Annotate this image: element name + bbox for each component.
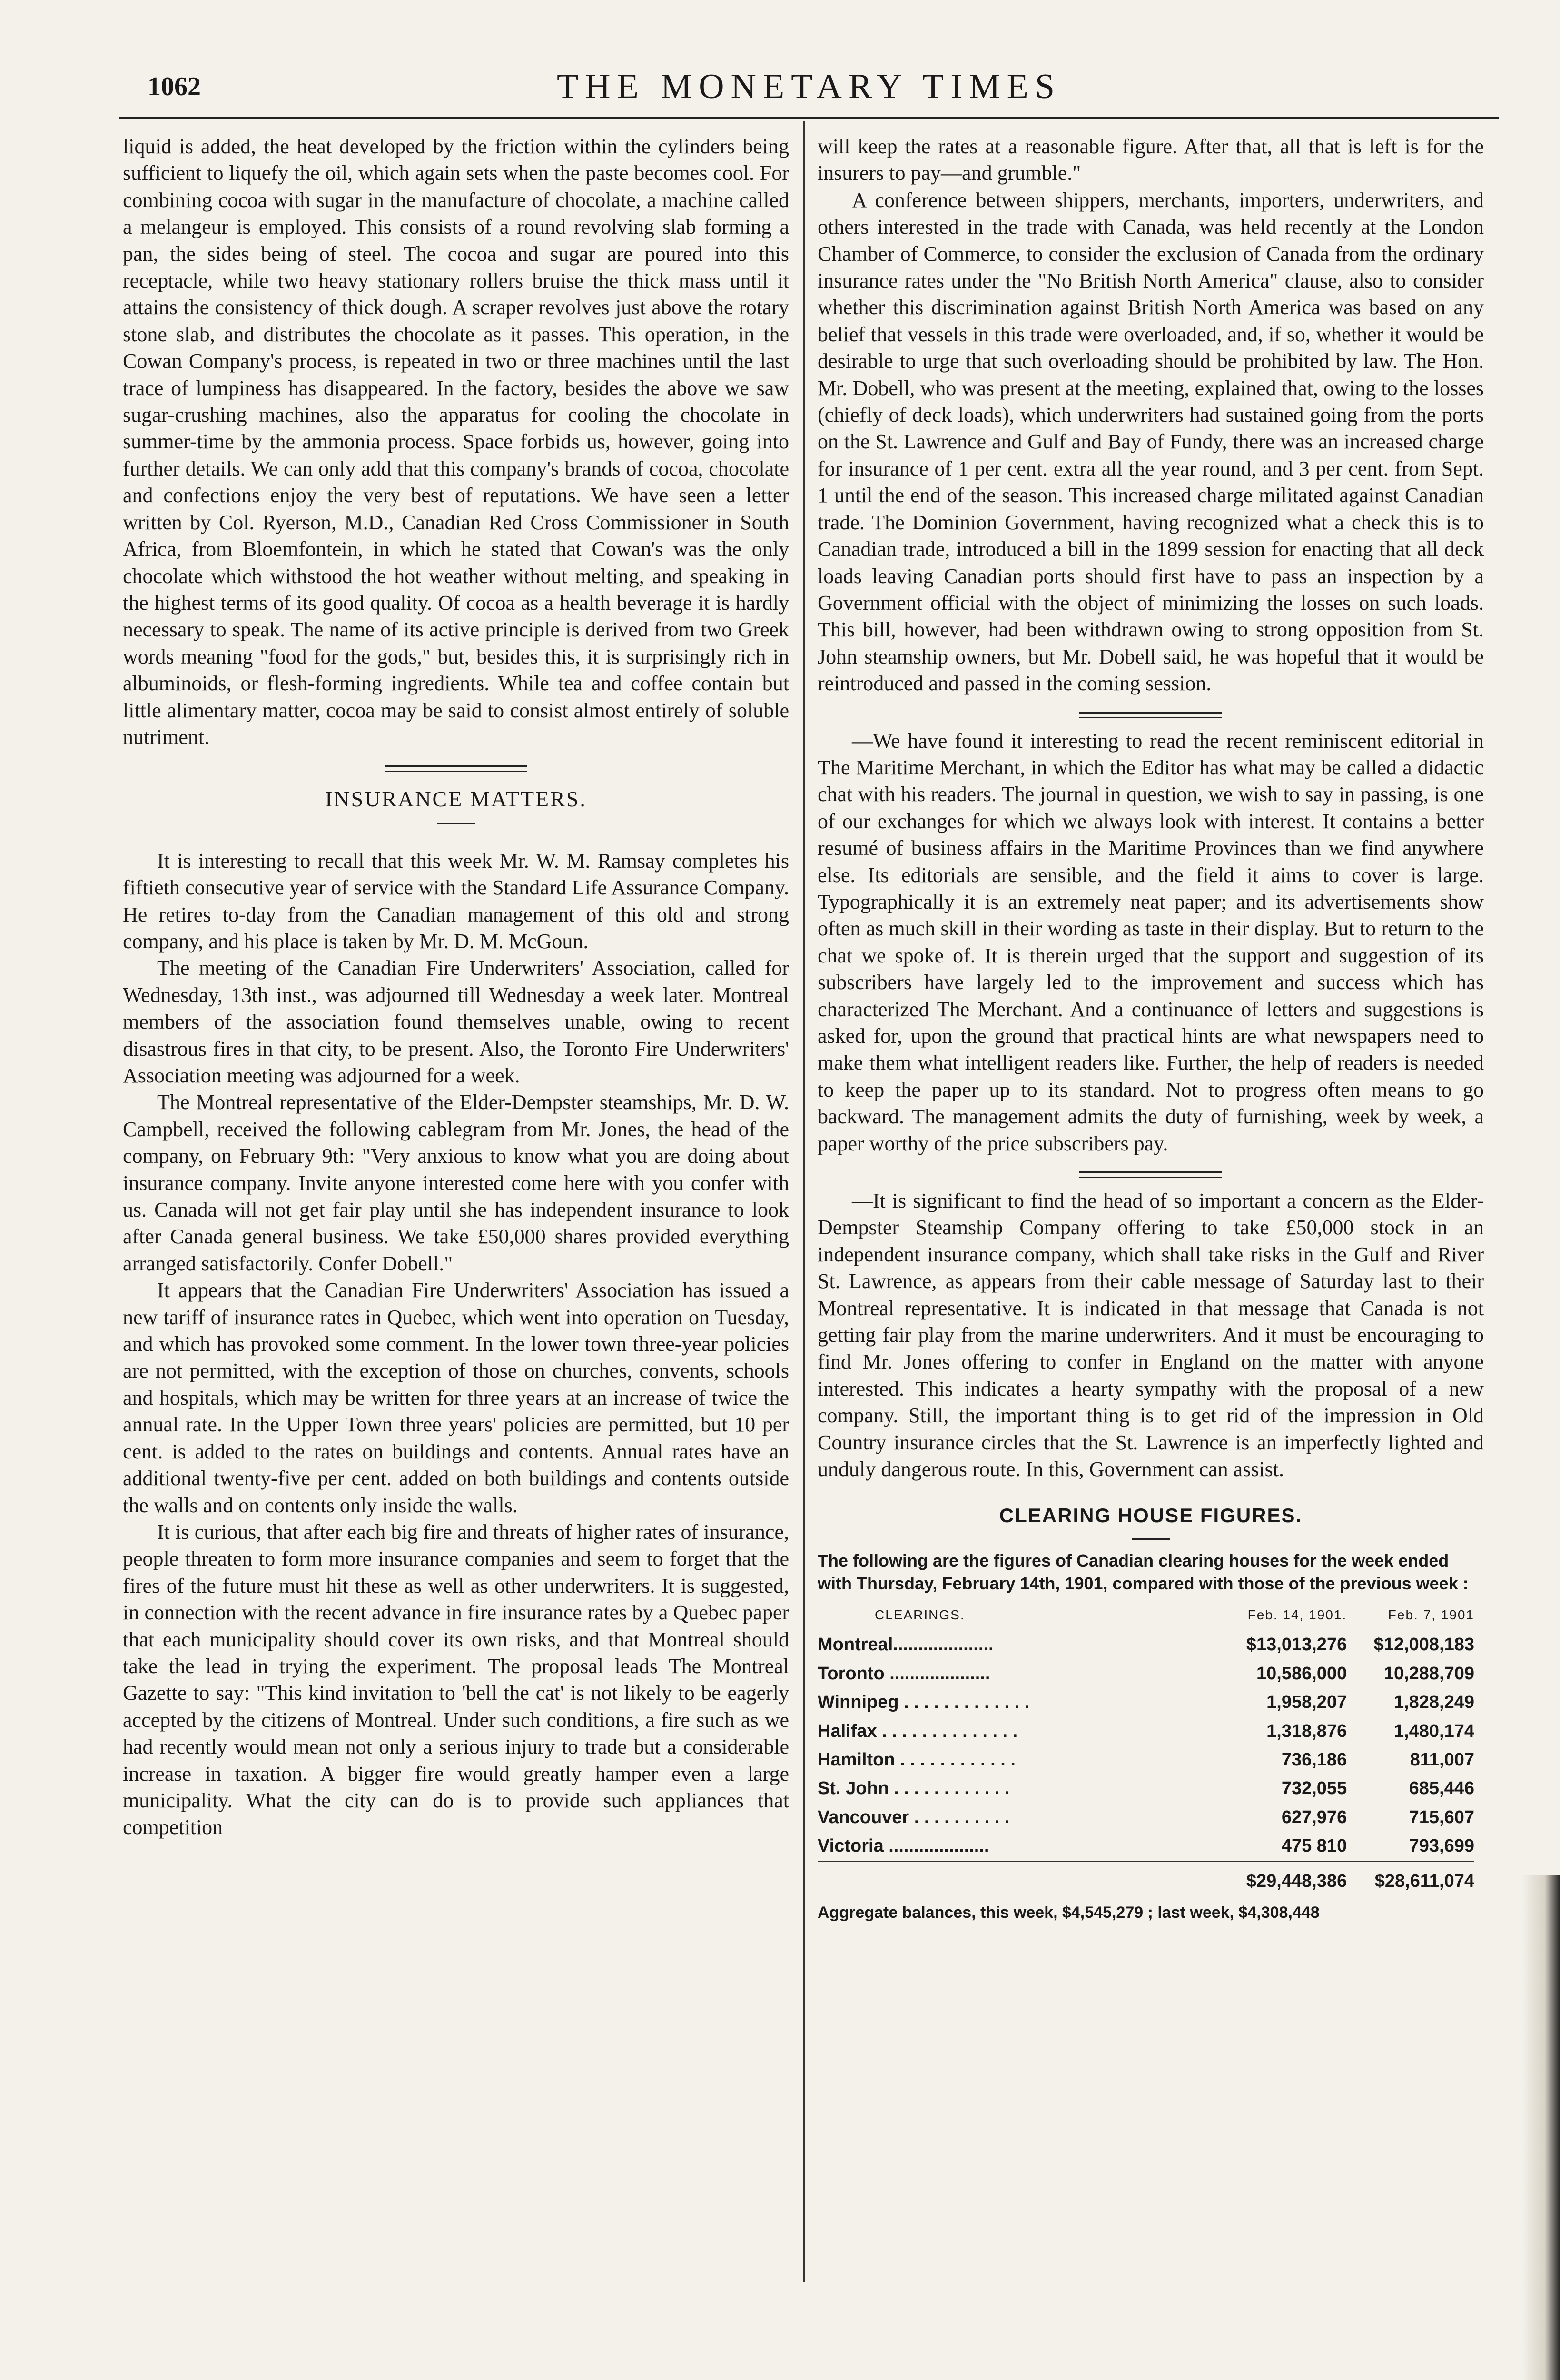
header-rule [119, 117, 1499, 119]
clearing-intro: The following are the figures of Canadian clearing houses for the week ended with Thursday, February 14th, 1901, compared with those of the previous week : [818, 1550, 1469, 1593]
elder-dempster-paragraph: —It is significant to find the head of so important a concern as the Elder-Dempster Steamship Company offering to take £50,000 stock in an independent insurance company, which shall take risks in the Gulf and River St. Lawrence, as appears from their cable message of Saturday last to their Montreal representative. It is indicated in that message that Canada is not getting fair play from the marine underwriters. And it must be encouraging to find Mr. Jones offering to confer in England on the matter with anyone interested. This indicates a hearty sympathy with the proposal of a new company. Still, the important thing is to get rid of the impression in Old Country insurance circles that the St. Lawrence is an imperfectly lighted and unduly dangerous route. In this, Government can assist. [818, 1189, 1484, 1481]
table-row [818, 1630, 1474, 1659]
value-cell: $12,008,183 [1373, 1635, 1474, 1655]
left-column [123, 133, 789, 1841]
insurance-paragraph: It appears that the Canadian Fire Underwriters' Association has issued a new tariff of insurance rates in Quebec, which went into operation on Tuesday, and which has provoked some comment. In the lower town three-year policies are not permitted, with the exception of those on churches, convents, schools and hospitals, which may be written for three years at an increase of twice the annual rate. In the Upper Town three years' policies are permitted, but 10 per cent. is added to the rates on buildings and contents. Annual rates have an additional twenty-five per cent. added on both buildings and contents outside the walls and on contents only inside the walls. [123, 1279, 789, 1517]
city-cell: Hamilton . . . . . . . . . . . . [818, 1749, 1016, 1770]
value-cell: 627,976 [1281, 1807, 1347, 1827]
value-cell: $13,013,276 [1246, 1635, 1347, 1655]
value-cell: 1,828,249 [1393, 1692, 1474, 1713]
section-separator [1079, 1171, 1222, 1173]
column-header: Feb. 14, 1901. [1247, 1607, 1347, 1622]
table-row [818, 1745, 1474, 1774]
city-cell: Victoria .................... [818, 1836, 989, 1856]
heading-rule [1132, 1538, 1170, 1540]
city-cell: Montreal.................... [818, 1635, 994, 1655]
aggregate-balances: Aggregate balances, this week, $4,545,279 ; last week, $4,308,448 [818, 1903, 1320, 1922]
value-cell: 732,055 [1281, 1778, 1347, 1799]
page-header [119, 67, 1499, 119]
conference-paragraph: A conference between shippers, merchants, importers, underwriters, and others interested in the trade with Canada, was held recently at the London Chamber of Commerce, to consider the exclusion of Canada from the ordinary insurance rates under the "No British North America" clause, also to consider whether this discrimination against British North America was based on any belief that vessels in this trade were overloaded, and, if so, whether it would be desirable to urge that such overloading should be prohibited by law. The Hon. Mr. Dobell, who was present at the meeting, explained that, owing to the losses (chiefly of deck loads), which underwriters had sustained going from the ports on the St. Lawrence and Gulf and Bay of Fundy, there was an increased charge for insurance of 1 per cent. extra all the year round, and 3 per cent. from Sept. 1 until the end of the season. This increased charge militated against Canadian trade. The Dominion Government, having recognized what a check this is to Canadian trade, introduced a bill in the 1899 session for enacting that all deck loads leaving Canadian ports should first have to pass an inspection by a Government official with the object of minimizing the losses on such loads. This bill, however, had been withdrawn owing to strong opposition from St. John steamship owners, but Mr. Dobell said, he was hopeful that it would be reintroduced and passed in the coming session. [818, 188, 1484, 695]
value-cell: 685,446 [1409, 1778, 1474, 1799]
maritime-merchant-paragraph: —We have found it interesting to read the recent reminiscent editorial in The Maritime Merchant, in which the Editor has what may be called a didactic chat with his readers. The journal in question, we wish to say in passing, is one of our exchanges for which we always look with interest. It contains a better resumé of business affairs in the Maritime Provinces than we find anywhere else. Its editorials are sensible, and the field it aims to cover is large. Typographically it is an extremely neat paper; and its advertisements show often as much skill in their wording as taste in their display. But to return to the chat we spoke of. It is therein urged that the support and suggestion of its subscribers have largely led to the improvement and success which has characterized The Merchant. And a continuance of letters and suggestions is asked for, upon the ground that practical hints are what newspapers need to make them what intelligent readers like. Further, the help of readers is needed to keep the paper up to its standard. Not to progress often means to go backward. The management admits the duty of furnishing, week by week, a paper worthy of the price subscribers pay. [818, 729, 1484, 1155]
total-cell: $28,611,074 [1347, 1861, 1474, 1895]
value-cell: 1,480,174 [1393, 1721, 1474, 1741]
column-header: Feb. 7, 1901 [1388, 1607, 1474, 1622]
clearing-table [818, 1600, 1474, 1895]
value-cell: 475 810 [1281, 1836, 1347, 1856]
column-divider [803, 121, 805, 2282]
table-row [818, 1774, 1474, 1803]
section-separator [385, 765, 527, 767]
table-row [818, 1717, 1474, 1745]
value-cell: 715,607 [1409, 1807, 1474, 1827]
city-cell: Toronto .................... [818, 1663, 990, 1684]
value-cell: 811,007 [1410, 1749, 1474, 1770]
page-curl-shadow [1522, 1875, 1560, 2380]
total-cell: $29,448,386 [1219, 1861, 1347, 1895]
continuation-paragraph: will keep the rates at a reasonable figure. After that, all that is left is for the insurers to pay—and grumble." [818, 135, 1484, 185]
city-cell: Winnipeg . . . . . . . . . . . . . [818, 1692, 1030, 1713]
totals-row [818, 1861, 1474, 1895]
clearing-house-heading: CLEARING HOUSE FIGURES. [999, 1504, 1303, 1527]
heading-rule [437, 823, 475, 824]
table-row [818, 1688, 1474, 1716]
table-header-row [818, 1600, 1474, 1630]
insurance-heading: INSURANCE MATTERS. [325, 787, 587, 812]
page-number: 1062 [148, 72, 201, 101]
right-column [818, 133, 1484, 1926]
insurance-paragraph: The Montreal representative of the Elder-Dempster steamships, Mr. D. W. Campbell, received the following cablegram from Mr. Jones, the head of the company, on February 9th: "Very anxious to know what you are doing about insurance company. Invite anyone interested come here with you confer with us. Canada will not get fair play until she has independent insurance to look after Canada general business. We take £50,000 shares provided everything arranged satisfactorily. Confer Dobell." [123, 1091, 789, 1275]
insurance-paragraph: The meeting of the Canadian Fire Underwriters' Association, called for Wednesday, 13th inst., was adjourned till Wednesday a week later. Montreal members of the association found themselves unable, owing to recent disastrous fires in that city, to be present. Also, the Toronto Fire Underwriters' Association meeting was adjourned for a week. [123, 956, 789, 1087]
value-cell: 793,699 [1409, 1836, 1474, 1856]
value-cell: 10,288,709 [1383, 1663, 1474, 1684]
column-header: CLEARINGS. [875, 1607, 965, 1622]
insurance-paragraph: It is interesting to recall that this week Mr. W. M. Ramsay completes his fiftieth consecutive year of service with the Standard Life Assurance Company. He retires to-day from the Canadian management of this old and strong company, and his place is taken by Mr. D. M. McGoun. [123, 849, 789, 953]
totals-label-cell [818, 1861, 1219, 1895]
city-cell: Halifax . . . . . . . . . . . . . . [818, 1721, 1018, 1741]
table-row [818, 1832, 1474, 1861]
city-cell: St. John . . . . . . . . . . . . [818, 1778, 1010, 1799]
value-cell: 736,186 [1281, 1749, 1347, 1770]
table-row [818, 1803, 1474, 1832]
section-separator [1079, 712, 1222, 714]
value-cell: 1,318,876 [1266, 1721, 1347, 1741]
value-cell: 10,586,000 [1256, 1663, 1347, 1684]
table-row [818, 1659, 1474, 1688]
value-cell: 1,958,207 [1266, 1692, 1347, 1713]
masthead: THE MONETARY TIMES [556, 67, 1062, 106]
cocoa-article-paragraph: liquid is added, the heat developed by the friction within the cylinders being sufficient to liquefy the oil, which again sets when the paste becomes cool. For combining cocoa with sugar in the manufacture of chocolate, a machine called a melangeur is employed. This consists of a round revolving slab forming a pan, the sides being of steel. The cocoa and sugar are poured into this receptacle, while two heavy stationary rollers bruise the thick mass until it attains the consistency of thick dough. A scraper revolves just above the rotary stone slab, and distributes the chocolate as it passes. This operation, in the Cowan Company's process, is repeated in two or three machines until the last trace of lumpiness has disappeared. In the factory, besides the above we saw sugar-crushing machines, also the apparatus for cooling the chocolate in summer-time by the ammonia process. Space forbids us, however, going into further details. We can only add that this company's brands of cocoa, chocolate and confections enjoy the very best of reputations. We have seen a letter written by Col. Ryerson, M.D., Canadian Red Cross Commissioner in South Africa, from Bloemfontein, in which he stated that Cowan's was the only chocolate which withstood the hot weather without melting, and speaking in the highest terms of its good quality. Of cocoa as a health beverage it is hardly necessary to speak. The name of its active principle is derived from two Greek words meaning "food for the gods," but, besides this, it is surprisingly rich in albuminoids, or flesh-forming ingredients. While tea and coffee contain but little alimentary matter, cocoa may be said to consist almost entirely of soluble nutriment. [123, 135, 789, 749]
insurance-paragraph: It is curious, that after each big fire and threats of higher rates of insurance, people threaten to form more insurance companies and seem to forget that the fires of the future must hit these as well as other underwriters. It is suggested, in connection with the recent advance in fire insurance rates by a Quebec paper that each municipality should cover its own risks, and that Montreal should take the lead in trying the experiment. The proposal leads The Montreal Gazette to say: "This kind invitation to 'bell the cat' is not likely to be eagerly accepted by the citizens of Montreal. Under such conditions, a fire such as we had recently would mean not only a serious injury to trade but a considerable increase in taxation. A bigger fire would greatly hamper even a large municipality. What the city can do is to provide such appliances that competition [123, 1520, 789, 1839]
city-cell: Vancouver . . . . . . . . . . [818, 1807, 1010, 1827]
